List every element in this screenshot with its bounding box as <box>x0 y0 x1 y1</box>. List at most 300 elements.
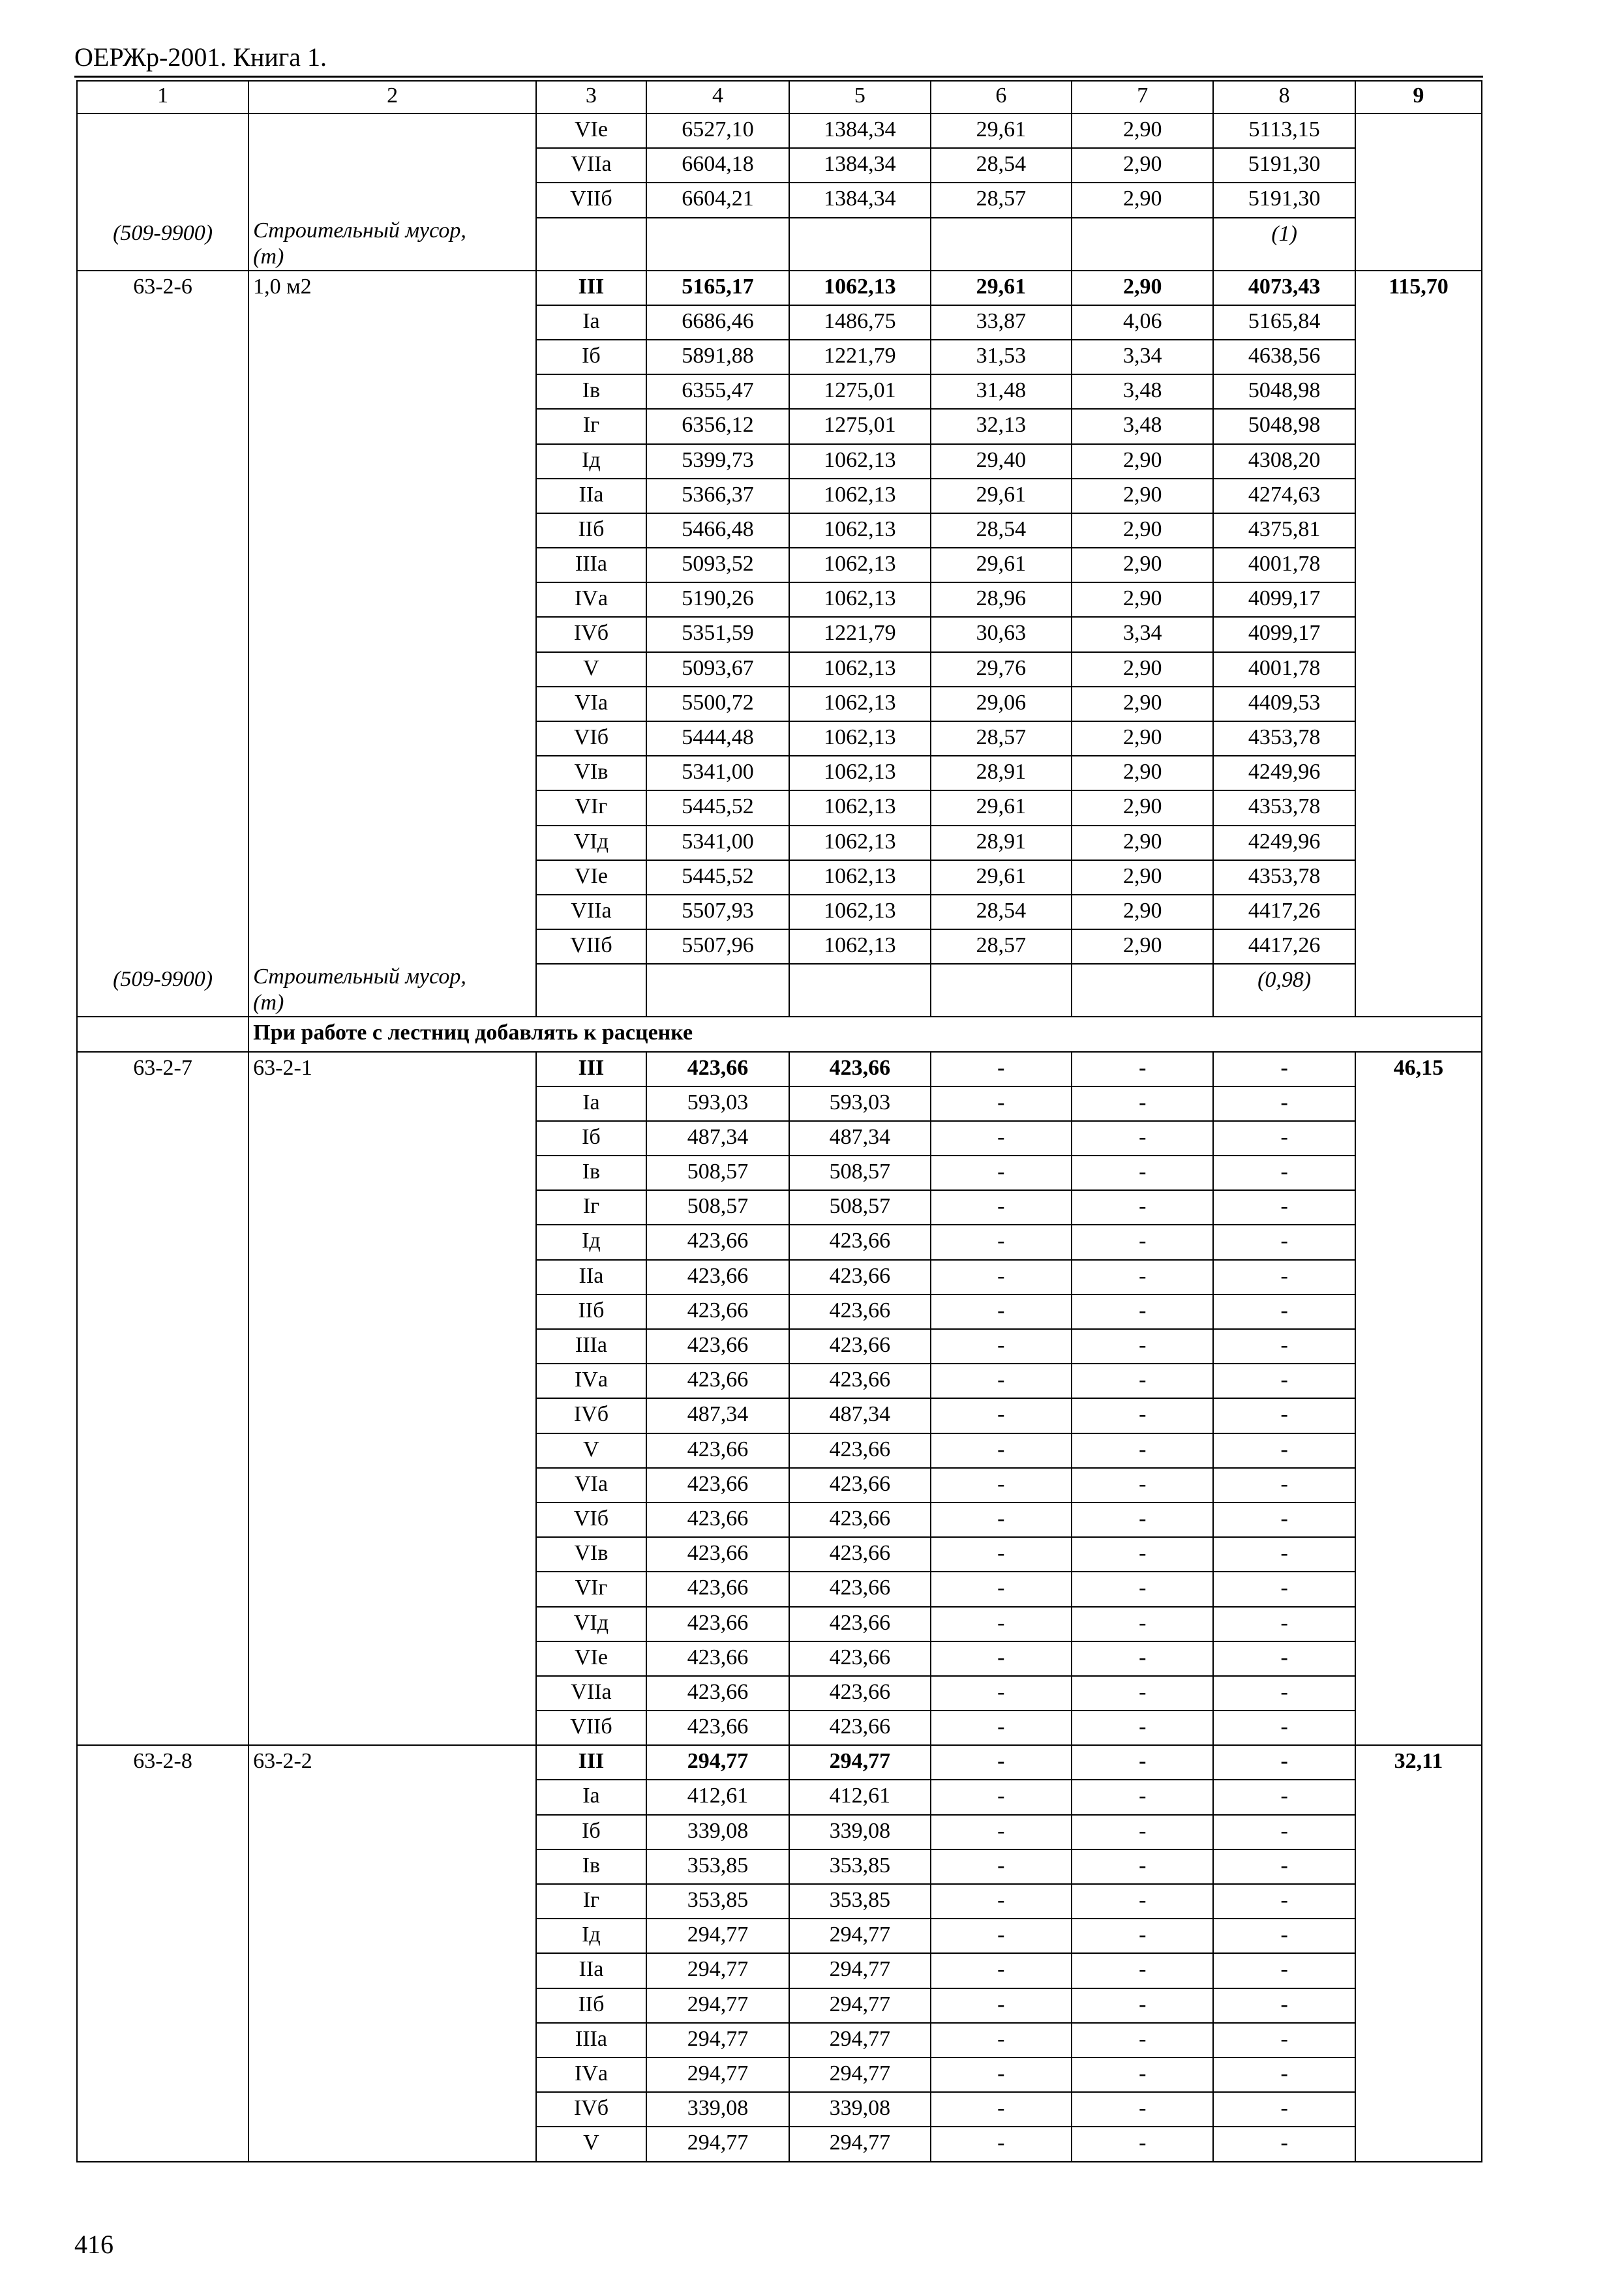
cell-col-4: 423,66 <box>646 1294 789 1329</box>
cell-col-8: - <box>1213 2092 1355 2127</box>
cell-col-5: 423,66 <box>789 1641 930 1676</box>
cell-col-3: VIб <box>536 1503 646 1537</box>
cell-col-8: 4638,56 <box>1213 340 1355 374</box>
cell-col-7: 3,34 <box>1072 340 1213 374</box>
cell-col-5: 423,66 <box>789 1711 930 1745</box>
column-number-4: 4 <box>646 81 789 113</box>
cell-col-5: 1384,34 <box>789 148 930 183</box>
column-number-3: 3 <box>536 81 646 113</box>
material-empty-col-6 <box>931 218 1072 271</box>
cell-col-8: - <box>1213 1329 1355 1364</box>
cell-col-7: - <box>1072 1745 1213 1780</box>
cell-col-3: IIа <box>536 1260 646 1294</box>
cell-col-7: - <box>1072 2127 1213 2161</box>
cell-col-6: - <box>931 1988 1072 2023</box>
cell-col-5: 593,03 <box>789 1086 930 1121</box>
cell-col-8: - <box>1213 1364 1355 1398</box>
header-rule <box>74 76 1483 78</box>
cell-col-5: 1062,13 <box>789 790 930 825</box>
cell-col-8: - <box>1213 1052 1355 1086</box>
cell-col-4: 5341,00 <box>646 826 789 860</box>
material-quantity: (1) <box>1213 218 1355 271</box>
cell-col-6: - <box>931 1849 1072 1884</box>
cell-col-3: Iд <box>536 1225 646 1259</box>
cell-col-8: - <box>1213 1537 1355 1572</box>
cell-col-6: 28,91 <box>931 756 1072 790</box>
rate-code: 63-2-7 <box>77 1052 248 1746</box>
cell-col-5: 1062,13 <box>789 687 930 721</box>
cell-col-4: 423,66 <box>646 1641 789 1676</box>
rate-description: 63-2-1 <box>248 1052 536 1746</box>
cell-col-3: VIа <box>536 1468 646 1503</box>
cell-col-7: 3,34 <box>1072 617 1213 651</box>
cell-col-3: Iа <box>536 1086 646 1121</box>
cell-col-5: 1062,13 <box>789 548 930 582</box>
cell-col-7: 2,90 <box>1072 271 1213 305</box>
cell-col-8: 5048,98 <box>1213 409 1355 443</box>
cell-col-5: 353,85 <box>789 1849 930 1884</box>
cell-col-4: 5445,52 <box>646 790 789 825</box>
cell-col-4: 423,66 <box>646 1329 789 1364</box>
material-row <box>77 218 1482 271</box>
cell-col-6: 29,61 <box>931 271 1072 305</box>
cell-col-4: 339,08 <box>646 1815 789 1849</box>
material-empty-col-7 <box>1072 218 1213 271</box>
cell-col-3: VIIа <box>536 148 646 183</box>
cell-col-5: 1221,79 <box>789 340 930 374</box>
cell-col-8: 5048,98 <box>1213 374 1355 409</box>
column-number-8: 8 <box>1213 81 1355 113</box>
cell-col-4: 294,77 <box>646 2127 789 2161</box>
cell-col-7: - <box>1072 1225 1213 1259</box>
cell-col-3: V <box>536 1433 646 1468</box>
cell-col-6: - <box>931 1676 1072 1711</box>
cell-col-3: IIа <box>536 1953 646 1988</box>
cell-col-8: 4249,96 <box>1213 756 1355 790</box>
cell-col-8: 4308,20 <box>1213 444 1355 479</box>
cell-col-8: 5191,30 <box>1213 183 1355 217</box>
cell-col-7: 2,90 <box>1072 513 1213 548</box>
cell-col-7: 2,90 <box>1072 444 1213 479</box>
cell-col-6: - <box>931 1086 1072 1121</box>
cell-col-6: 29,40 <box>931 444 1072 479</box>
cell-col-6: 29,61 <box>931 548 1072 582</box>
cell-col-5: 1062,13 <box>789 582 930 617</box>
cell-col-3: VIг <box>536 1572 646 1606</box>
cell-col-3: Iг <box>536 409 646 443</box>
cell-col-6: - <box>931 1503 1072 1537</box>
cell-col-3: Iд <box>536 1919 646 1953</box>
cell-col-3: VIIа <box>536 895 646 929</box>
cell-col-5: 1384,34 <box>789 183 930 217</box>
cell-col-7: - <box>1072 1190 1213 1225</box>
cell-col-5: 1062,13 <box>789 271 930 305</box>
cell-col-7: - <box>1072 1953 1213 1988</box>
cell-col-8: 4409,53 <box>1213 687 1355 721</box>
cell-col-7: 2,90 <box>1072 148 1213 183</box>
column-number-9: 9 <box>1355 81 1482 113</box>
cell-col-3: IIб <box>536 1294 646 1329</box>
cell-col-6: 28,57 <box>931 721 1072 756</box>
cell-col-5: 1221,79 <box>789 617 930 651</box>
cell-col-3: VIIа <box>536 1676 646 1711</box>
cell-col-6: 29,61 <box>931 113 1072 148</box>
cell-col-8: 4001,78 <box>1213 548 1355 582</box>
cell-col-7: - <box>1072 1329 1213 1364</box>
cell-col-4: 294,77 <box>646 1953 789 1988</box>
cell-col-6: 29,06 <box>931 687 1072 721</box>
cell-col-3: VIг <box>536 790 646 825</box>
column-number-2: 2 <box>248 81 536 113</box>
material-empty-col-3 <box>536 218 646 271</box>
cell-col-5: 294,77 <box>789 1919 930 1953</box>
cell-col-6: 29,61 <box>931 860 1072 895</box>
cell-col-5: 487,34 <box>789 1121 930 1156</box>
cell-col-5: 294,77 <box>789 2127 930 2161</box>
cell-col-6: 30,63 <box>931 617 1072 651</box>
cell-col-5: 1062,13 <box>789 652 930 687</box>
cell-col-6: 28,96 <box>931 582 1072 617</box>
cell-col-4: 5399,73 <box>646 444 789 479</box>
cell-col-4: 423,66 <box>646 1537 789 1572</box>
cell-col-7: - <box>1072 1988 1213 2023</box>
cell-col-5: 423,66 <box>789 1503 930 1537</box>
column-number-5: 5 <box>789 81 930 113</box>
note-text: При работе с лестниц добавлять к расценке <box>248 1017 1482 1051</box>
cell-col-7: 2,90 <box>1072 548 1213 582</box>
cell-col-7: 2,90 <box>1072 183 1213 217</box>
column-number-row <box>77 81 1482 113</box>
material-empty-col-7 <box>1072 964 1213 1017</box>
cell-col-3: IVб <box>536 2092 646 2127</box>
cell-col-5: 294,77 <box>789 1988 930 2023</box>
cell-col-7: - <box>1072 1156 1213 1190</box>
cell-col-4: 294,77 <box>646 1988 789 2023</box>
cell-col-7: - <box>1072 1676 1213 1711</box>
cell-col-8: 4417,26 <box>1213 929 1355 964</box>
cell-col-6: 28,57 <box>931 183 1072 217</box>
material-name-line1: Строительный мусор, <box>253 218 466 243</box>
cell-col-7: 2,90 <box>1072 652 1213 687</box>
cell-col-6: 28,91 <box>931 826 1072 860</box>
cell-col-8: 5165,84 <box>1213 305 1355 340</box>
cell-col-8: - <box>1213 1745 1355 1780</box>
cell-col-3: Iд <box>536 444 646 479</box>
cell-col-7: - <box>1072 2092 1213 2127</box>
cell-col-8: - <box>1213 1468 1355 1503</box>
cell-col-6: - <box>931 1052 1072 1086</box>
cell-col-8: - <box>1213 1121 1355 1156</box>
cell-col-8: - <box>1213 1988 1355 2023</box>
cell-col-4: 5444,48 <box>646 721 789 756</box>
cell-col-3: IIа <box>536 479 646 513</box>
cell-col-6: - <box>931 1607 1072 1641</box>
cell-col-3: IIб <box>536 513 646 548</box>
cell-col-6: - <box>931 2127 1072 2161</box>
cell-col-7: 2,90 <box>1072 826 1213 860</box>
cell-col-8: 4353,78 <box>1213 721 1355 756</box>
cell-col-4: 423,66 <box>646 1676 789 1711</box>
cell-col-6: 28,54 <box>931 148 1072 183</box>
cell-col-6: - <box>931 1364 1072 1398</box>
material-name <box>248 218 536 271</box>
cell-col-5: 423,66 <box>789 1260 930 1294</box>
cell-col-5: 423,66 <box>789 1433 930 1468</box>
cell-col-5: 1062,13 <box>789 860 930 895</box>
cell-col-8: - <box>1213 1919 1355 1953</box>
rate-index: 46,15 <box>1355 1052 1482 1746</box>
cell-col-4: 5500,72 <box>646 687 789 721</box>
cell-col-8: - <box>1213 1190 1355 1225</box>
cell-col-3: IIб <box>536 1988 646 2023</box>
cell-col-7: 2,90 <box>1072 582 1213 617</box>
cell-col-5: 423,66 <box>789 1572 930 1606</box>
cell-col-8: - <box>1213 2023 1355 2057</box>
cell-col-5: 1486,75 <box>789 305 930 340</box>
material-code: (509-9900) <box>77 964 248 1017</box>
material-empty-col-5 <box>789 218 930 271</box>
column-number-6: 6 <box>931 81 1072 113</box>
cell-col-4: 6604,21 <box>646 183 789 217</box>
cell-col-3: IIIа <box>536 548 646 582</box>
cell-col-7: 2,90 <box>1072 687 1213 721</box>
cell-col-6: - <box>931 2023 1072 2057</box>
cell-col-8: 4099,17 <box>1213 617 1355 651</box>
cell-col-6: - <box>931 1121 1072 1156</box>
cell-col-7: 2,90 <box>1072 790 1213 825</box>
rate-index <box>1355 113 1482 271</box>
rate-code: 63-2-6 <box>77 271 248 965</box>
cell-col-4: 5351,59 <box>646 617 789 651</box>
material-empty-col-6 <box>931 964 1072 1017</box>
cell-col-5: 353,85 <box>789 1884 930 1919</box>
cell-col-5: 423,66 <box>789 1607 930 1641</box>
cell-col-4: 412,61 <box>646 1780 789 1814</box>
cell-col-3: Iа <box>536 1780 646 1814</box>
rate-description: 1,0 м2 <box>248 271 536 965</box>
cell-col-6: 33,87 <box>931 305 1072 340</box>
cell-col-5: 1275,01 <box>789 374 930 409</box>
cell-col-4: 6686,46 <box>646 305 789 340</box>
cell-col-4: 353,85 <box>646 1884 789 1919</box>
cell-col-4: 294,77 <box>646 2023 789 2057</box>
cell-col-5: 1062,13 <box>789 513 930 548</box>
cell-col-4: 5445,52 <box>646 860 789 895</box>
cell-col-5: 1062,13 <box>789 756 930 790</box>
cell-col-3: Iб <box>536 1815 646 1849</box>
column-number-1: 1 <box>77 81 248 113</box>
cell-col-4: 423,66 <box>646 1503 789 1537</box>
cell-col-8: 4353,78 <box>1213 790 1355 825</box>
cell-col-3: VIб <box>536 721 646 756</box>
cell-col-7: - <box>1072 1398 1213 1433</box>
cell-col-7: - <box>1072 2057 1213 2092</box>
cell-col-6: 28,57 <box>931 929 1072 964</box>
cell-col-4: 423,66 <box>646 1433 789 1468</box>
cell-col-3: IVа <box>536 2057 646 2092</box>
cell-col-7: 2,90 <box>1072 479 1213 513</box>
cell-col-6: 31,53 <box>931 340 1072 374</box>
cell-col-3: VIIб <box>536 183 646 217</box>
material-name-line2: (т) <box>253 991 284 1015</box>
cell-col-3: IIIа <box>536 1329 646 1364</box>
cell-col-8: - <box>1213 1849 1355 1884</box>
cell-col-3: VIв <box>536 1537 646 1572</box>
cell-col-8: 4099,17 <box>1213 582 1355 617</box>
cell-col-6: - <box>931 1190 1072 1225</box>
cell-col-3: VIIб <box>536 929 646 964</box>
cell-col-4: 423,66 <box>646 1225 789 1259</box>
cell-col-4: 5891,88 <box>646 340 789 374</box>
cell-col-5: 1062,13 <box>789 826 930 860</box>
rate-description: 63-2-2 <box>248 1745 536 2161</box>
cell-col-4: 487,34 <box>646 1398 789 1433</box>
cell-col-7: 4,06 <box>1072 305 1213 340</box>
cell-col-6: 28,54 <box>931 895 1072 929</box>
material-empty-col-4 <box>646 964 789 1017</box>
cell-col-8: - <box>1213 1294 1355 1329</box>
cell-col-8: 4073,43 <box>1213 271 1355 305</box>
cell-col-7: - <box>1072 1607 1213 1641</box>
cell-col-4: 5093,52 <box>646 548 789 582</box>
cell-col-4: 423,66 <box>646 1260 789 1294</box>
cell-col-7: 2,90 <box>1072 756 1213 790</box>
cell-col-4: 5341,00 <box>646 756 789 790</box>
cell-col-7: 2,90 <box>1072 895 1213 929</box>
cell-col-8: - <box>1213 1780 1355 1814</box>
cell-col-3: IIIа <box>536 2023 646 2057</box>
cell-col-6: - <box>931 1711 1072 1745</box>
cell-col-4: 6355,47 <box>646 374 789 409</box>
cell-col-3: VIе <box>536 113 646 148</box>
cell-col-6: 28,54 <box>931 513 1072 548</box>
cell-col-3: Iб <box>536 1121 646 1156</box>
cell-col-3: Iа <box>536 305 646 340</box>
cell-col-5: 339,08 <box>789 1815 930 1849</box>
cell-col-8: - <box>1213 2127 1355 2161</box>
cell-col-4: 294,77 <box>646 1919 789 1953</box>
cell-col-7: 2,90 <box>1072 929 1213 964</box>
cell-col-8: - <box>1213 1225 1355 1259</box>
cell-col-4: 5366,37 <box>646 479 789 513</box>
table-row <box>77 271 1482 305</box>
cell-col-7: - <box>1072 1468 1213 1503</box>
cell-col-4: 5093,67 <box>646 652 789 687</box>
cell-col-4: 5466,48 <box>646 513 789 548</box>
cell-col-7: - <box>1072 1503 1213 1537</box>
cell-col-3: VIд <box>536 826 646 860</box>
table-row <box>77 1745 1482 1780</box>
cell-col-7: - <box>1072 1121 1213 1156</box>
material-row <box>77 964 1482 1017</box>
cell-col-8: 5113,15 <box>1213 113 1355 148</box>
table-row <box>77 1052 1482 1086</box>
cell-col-3: VIIб <box>536 1711 646 1745</box>
cell-col-7: 3,48 <box>1072 374 1213 409</box>
cell-col-8: - <box>1213 1641 1355 1676</box>
cell-col-5: 294,77 <box>789 2023 930 2057</box>
cell-col-8: 4274,63 <box>1213 479 1355 513</box>
cell-col-8: 4001,78 <box>1213 652 1355 687</box>
cell-col-5: 487,34 <box>789 1398 930 1433</box>
cell-col-5: 423,66 <box>789 1052 930 1086</box>
cell-col-6: 29,61 <box>931 479 1072 513</box>
cell-col-6: - <box>931 1468 1072 1503</box>
cell-col-8: - <box>1213 1503 1355 1537</box>
rate-code: 63-2-8 <box>77 1745 248 2161</box>
cell-col-3: Iг <box>536 1190 646 1225</box>
cell-col-8: - <box>1213 2057 1355 2092</box>
cell-col-5: 423,66 <box>789 1537 930 1572</box>
cell-col-8: 4417,26 <box>1213 895 1355 929</box>
cell-col-5: 508,57 <box>789 1156 930 1190</box>
cell-col-8: - <box>1213 1676 1355 1711</box>
cell-col-8: 4353,78 <box>1213 860 1355 895</box>
material-code: (509-9900) <box>77 218 248 271</box>
cell-col-5: 423,66 <box>789 1294 930 1329</box>
cell-col-5: 1062,13 <box>789 721 930 756</box>
cell-col-4: 5190,26 <box>646 582 789 617</box>
cell-col-7: - <box>1072 1884 1213 1919</box>
cell-col-5: 508,57 <box>789 1190 930 1225</box>
rate-code <box>77 113 248 218</box>
cell-col-7: - <box>1072 1815 1213 1849</box>
cell-col-8: - <box>1213 1607 1355 1641</box>
cell-col-3: Iв <box>536 1156 646 1190</box>
cell-col-4: 5507,93 <box>646 895 789 929</box>
cell-col-6: - <box>931 1919 1072 1953</box>
cell-col-7: - <box>1072 1572 1213 1606</box>
cell-col-5: 1384,34 <box>789 113 930 148</box>
note-row <box>77 1017 1482 1051</box>
cell-col-4: 6604,18 <box>646 148 789 183</box>
cell-col-6: - <box>931 1780 1072 1814</box>
cell-col-5: 294,77 <box>789 1953 930 1988</box>
cell-col-8: - <box>1213 1711 1355 1745</box>
cell-col-4: 339,08 <box>646 2092 789 2127</box>
cell-col-5: 1062,13 <box>789 895 930 929</box>
cell-col-7: - <box>1072 1086 1213 1121</box>
cell-col-3: IVб <box>536 1398 646 1433</box>
cell-col-4: 5507,96 <box>646 929 789 964</box>
cell-col-7: - <box>1072 1919 1213 1953</box>
cell-col-8: - <box>1213 1953 1355 1988</box>
cell-col-4: 593,03 <box>646 1086 789 1121</box>
cell-col-4: 6527,10 <box>646 113 789 148</box>
cell-col-8: - <box>1213 1156 1355 1190</box>
document-title: ОЕРЖр-2001. Книга 1. <box>74 42 327 72</box>
cell-col-7: - <box>1072 1711 1213 1745</box>
cell-col-7: 2,90 <box>1072 860 1213 895</box>
cell-col-6: - <box>931 2092 1072 2127</box>
cell-col-8: - <box>1213 1572 1355 1606</box>
cell-col-5: 1275,01 <box>789 409 930 443</box>
rate-description <box>248 113 536 218</box>
material-empty-col-4 <box>646 218 789 271</box>
cell-col-7: - <box>1072 1433 1213 1468</box>
cell-col-3: Iв <box>536 1849 646 1884</box>
cell-col-3: VIа <box>536 687 646 721</box>
cell-col-6: - <box>931 1294 1072 1329</box>
cell-col-8: 4375,81 <box>1213 513 1355 548</box>
material-name <box>248 964 536 1017</box>
cell-col-5: 1062,13 <box>789 479 930 513</box>
cell-col-4: 294,77 <box>646 2057 789 2092</box>
cell-col-3: VIд <box>536 1607 646 1641</box>
cell-col-5: 1062,13 <box>789 929 930 964</box>
cell-col-6: - <box>931 1953 1072 1988</box>
cell-col-4: 487,34 <box>646 1121 789 1156</box>
